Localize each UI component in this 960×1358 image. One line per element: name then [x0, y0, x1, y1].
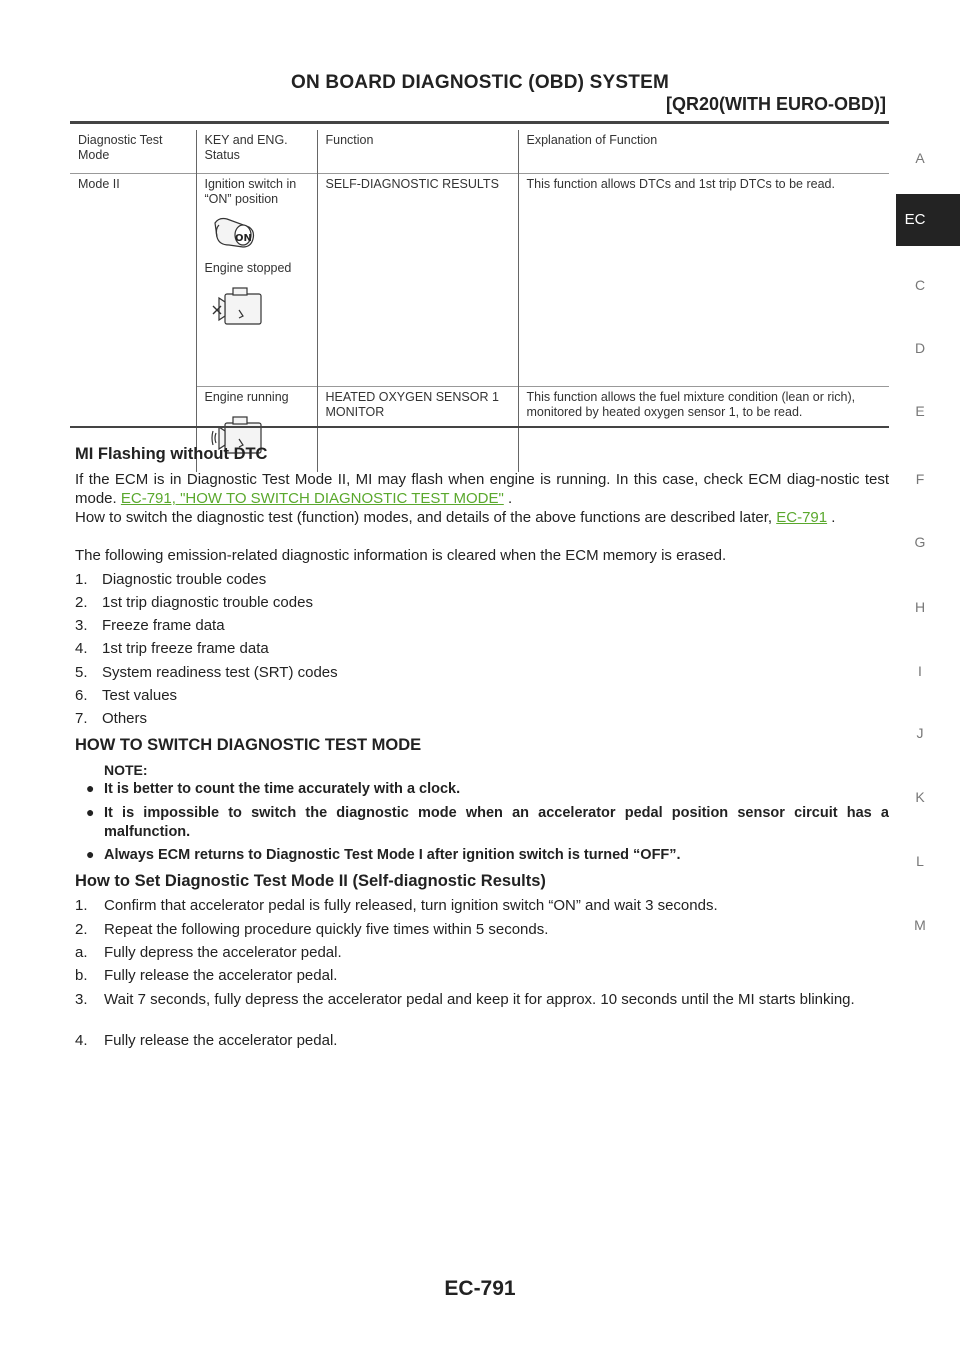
side-index-f[interactable]: F — [915, 471, 925, 487]
status-text: Ignition switch in “ON” position — [204, 177, 297, 206]
bullet-dot: ● — [86, 804, 95, 820]
step-num: b. — [75, 967, 88, 984]
procedure-step — [75, 896, 889, 915]
paragraph-how-to-switch — [75, 508, 889, 527]
step-num: 1. — [75, 897, 88, 914]
procedure-step — [75, 966, 889, 985]
table-header-cell: KEY and ENG. Status — [196, 130, 317, 174]
step-num: 3. — [75, 991, 88, 1008]
bullet-text: Always ECM returns to Diagnostic Test Mode I after ignition switch is turned “OFF”. — [104, 847, 681, 863]
list-item — [75, 709, 889, 728]
list-text: 1st trip freeze frame data — [102, 640, 269, 657]
list-text: 1st trip diagnostic trouble codes — [102, 594, 313, 611]
table-header-cell: Function — [317, 130, 518, 174]
bullet-text: It is better to count the time accurately with a clock. — [104, 781, 461, 797]
paragraph-text: How to switch the diagnostic test (function) modes, and details of the above functions are described later, — [75, 509, 773, 526]
side-index-h[interactable]: H — [914, 599, 926, 615]
step-text: Fully release the accelerator pedal. — [104, 967, 338, 984]
header-rule — [70, 121, 889, 124]
table-header-cell: Diagnostic Test Mode — [78, 133, 163, 162]
list-text: Others — [102, 710, 148, 727]
page-title: ON BOARD DIAGNOSTIC (OBD) SYSTEM — [291, 72, 669, 93]
section-heading-switch-mode: HOW TO SWITCH DIAGNOSTIC TEST MODE — [75, 736, 422, 754]
step-num: 2. — [75, 921, 88, 938]
list-item — [75, 593, 889, 612]
step-num: a. — [75, 944, 88, 961]
table-header-cell: Explanation of Function — [518, 130, 889, 174]
bullet-dot: ● — [86, 780, 95, 796]
list-num: 6. — [75, 687, 88, 704]
side-index-c[interactable]: C — [914, 277, 926, 293]
explanation-cell: This function allows the fuel mixture condition (lean or rich), monitored by heated oxygen sensor 1, to be read. — [518, 387, 889, 473]
list-num: 5. — [75, 664, 88, 681]
bullet-text: It is impossible to switch the diagnostic mode when an accelerator pedal position sensor circuit has a malfunction. — [104, 805, 889, 840]
procedure-step — [75, 943, 889, 962]
explanation-cell: This function allows DTCs and 1st trip DTCs to be read. — [518, 174, 889, 387]
list-num: 2. — [75, 594, 88, 611]
procedure-step — [75, 1031, 889, 1050]
note-bullet — [86, 804, 889, 842]
step-text: Fully release the accelerator pedal. — [104, 1032, 338, 1049]
side-index-d[interactable]: D — [914, 340, 926, 356]
list-item — [75, 639, 889, 658]
section-heading-mi-flashing: MI Flashing without DTC — [75, 445, 268, 463]
list-item — [75, 616, 889, 635]
status-cell — [196, 174, 317, 387]
diagnostic-mode-table — [70, 130, 889, 472]
table-header-row — [70, 130, 889, 174]
list-num: 7. — [75, 710, 88, 727]
engine-stopped-icon — [209, 284, 265, 332]
section-heading-set-mode-ii: How to Set Diagnostic Test Mode II (Self-diagnostic Results) — [75, 872, 546, 890]
side-index-a[interactable]: A — [915, 150, 925, 166]
page-number: EC-791 — [444, 1277, 516, 1300]
list-text: System readiness test (SRT) codes — [102, 664, 338, 681]
step-text: Wait 7 seconds, fully depress the accelerator pedal and keep it for approx. 10 seconds until the MI starts blinking. — [104, 991, 855, 1008]
procedure-step — [75, 990, 889, 1009]
list-num: 4. — [75, 640, 88, 657]
list-item — [75, 686, 889, 705]
procedure-step — [75, 920, 889, 939]
step-text: Repeat the following procedure quickly five times within 5 seconds. — [104, 921, 549, 938]
side-index-g[interactable]: G — [914, 534, 926, 550]
function-cell: SELF-DIAGNOSTIC RESULTS — [317, 174, 518, 387]
side-index-ec-active[interactable] — [896, 194, 960, 246]
engine-subtitle: [QR20(WITH EURO-OBD)] — [666, 94, 886, 114]
ignition-key-icon — [209, 215, 257, 255]
key-on-text: ON — [234, 233, 252, 244]
side-index-e[interactable]: E — [915, 403, 925, 419]
list-text: Diagnostic trouble codes — [102, 571, 267, 588]
link-ec-791[interactable]: EC-791 — [776, 509, 828, 526]
note-bullet — [86, 846, 889, 865]
step-text: Confirm that accelerator pedal is fully released, turn ignition switch “ON” and wait 3 seconds. — [104, 897, 718, 914]
note-label: NOTE: — [104, 762, 148, 778]
paragraph-text: If the ECM is in Diagnostic Test Mode II, MI may flash when engine is running. In this case, check ECM diag-nostic test mode. — [75, 471, 889, 507]
side-index-i[interactable]: I — [918, 663, 922, 679]
side-index-k[interactable]: K — [915, 789, 925, 805]
status-text: Engine running — [204, 390, 289, 404]
note-bullet — [86, 780, 889, 799]
list-item — [75, 570, 889, 589]
paragraph-cleared-info: The following emission-related diagnostic information is cleared when the ECM memory is erased. — [75, 547, 727, 564]
bullet-dot: ● — [86, 846, 95, 862]
side-index-m[interactable]: M — [914, 917, 926, 933]
list-text: Freeze frame data — [102, 617, 225, 634]
paragraph-text: . — [503, 490, 513, 507]
function-cell: HEATED OXYGEN SENSOR 1 MONITOR — [317, 387, 518, 473]
step-num: 4. — [75, 1032, 88, 1049]
side-index-ec-label: EC — [904, 211, 926, 228]
side-index-l[interactable]: L — [916, 853, 924, 869]
table-row — [70, 174, 889, 387]
paragraph-text: . — [827, 509, 836, 526]
step-text: Fully depress the accelerator pedal. — [104, 944, 342, 961]
status-text: Engine stopped — [204, 261, 292, 275]
list-num: 1. — [75, 571, 88, 588]
paragraph-mi-flash — [75, 470, 889, 508]
list-text: Test values — [102, 687, 178, 704]
list-item — [75, 663, 889, 682]
side-index-j[interactable]: J — [916, 725, 924, 741]
list-num: 3. — [75, 617, 88, 634]
link-ec-791-switch-mode[interactable]: EC-791, "HOW TO SWITCH DIAGNOSTIC TEST MODE" — [120, 490, 504, 507]
mode-cell: Mode II — [78, 177, 120, 191]
table-bottom-rule — [70, 426, 889, 428]
